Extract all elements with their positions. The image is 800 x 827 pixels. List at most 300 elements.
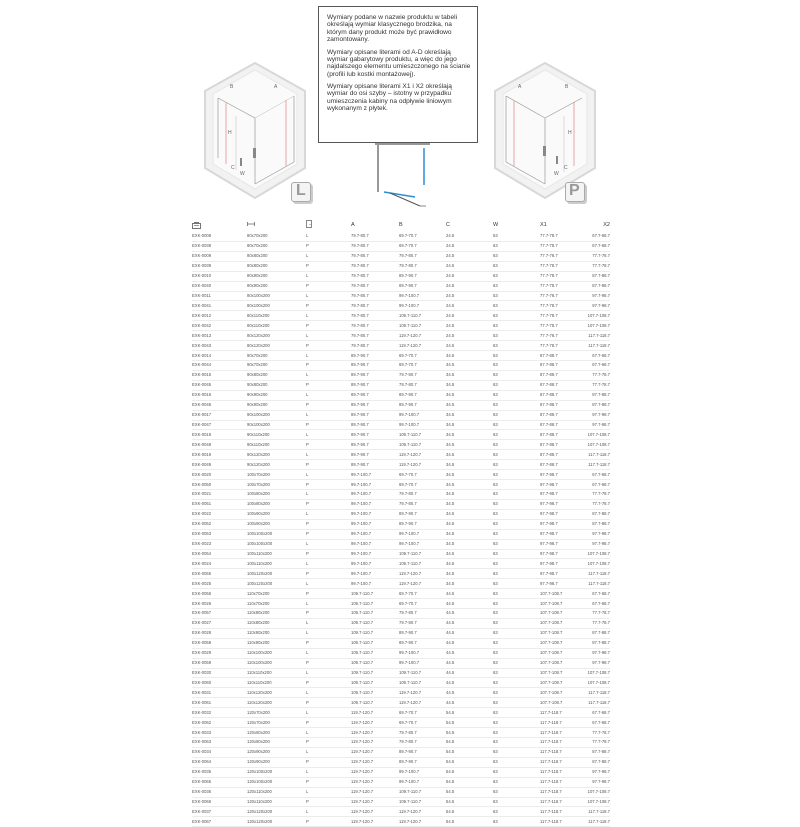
dim-x1-cell: 97.7-98.7 <box>540 480 586 490</box>
dim-w-cell: 63 <box>493 678 540 688</box>
table-row <box>192 807 610 817</box>
door-side-cell: L <box>306 618 351 628</box>
door-side-cell: P <box>306 797 351 807</box>
table-row <box>192 489 610 499</box>
table-row <box>192 232 610 241</box>
dim-x2-cell: 87.7-88.7 <box>586 509 610 519</box>
table-row <box>192 539 610 549</box>
dim-a-cell: 109.7-110.7 <box>351 609 399 619</box>
dim-x2-cell: 67.7-68.7 <box>586 589 610 599</box>
table-row <box>192 261 610 271</box>
door-side-cell: P <box>306 658 351 668</box>
product-code-cell: EXK-0049 <box>192 460 247 470</box>
dim-x2-cell: 67.7-68.7 <box>586 241 610 251</box>
dimensions-cell: 100x120x200 <box>247 579 306 589</box>
dim-x1-cell: 117.7-118.7 <box>540 757 586 767</box>
dim-c-cell: 34.5 <box>446 499 493 509</box>
door-side-cell: P <box>306 698 351 708</box>
dim-c-cell: 54.5 <box>446 807 493 817</box>
dim-x1-cell: 77.7-78.7 <box>540 232 586 241</box>
dim-a-cell: 119.7-120.7 <box>351 747 399 757</box>
dim-a-cell: 109.7-110.7 <box>351 618 399 628</box>
dim-a-cell: 89.7-90.7 <box>351 460 399 470</box>
dim-x2-cell: 117.7-118.7 <box>586 331 610 341</box>
dim-x2-cell: 77.7-78.7 <box>586 380 610 390</box>
dim-x2-cell: 87.7-88.7 <box>586 519 610 529</box>
product-code-cell: EXK-0045 <box>192 380 247 390</box>
dim-b-cell: 79.7-80.7 <box>399 370 446 380</box>
door-side-cell: P <box>306 529 351 539</box>
dim-x2-cell: 107.7-108.7 <box>586 440 610 450</box>
dimensions-cell: 110x90x200 <box>247 638 306 648</box>
dim-x2-cell: 97.7-98.7 <box>586 648 610 658</box>
dim-w-cell: 63 <box>493 400 540 410</box>
door-side-cell: L <box>306 311 351 321</box>
table-row <box>192 569 610 579</box>
dim-a-cell: 89.7-90.7 <box>351 410 399 420</box>
dim-c-cell: 34.5 <box>446 380 493 390</box>
door-side-cell: L <box>306 688 351 698</box>
dim-b-cell: 79.7-80.7 <box>399 499 446 509</box>
dim-x2-cell: 97.7-98.7 <box>586 777 610 787</box>
dimensions-cell: 120x110x200 <box>247 797 306 807</box>
dim-b-cell: 79.7-80.7 <box>399 380 446 390</box>
dim-w-cell: 63 <box>493 509 540 519</box>
dim-b-cell: 79.7-80.7 <box>399 618 446 628</box>
dim-x2-cell: 97.7-98.7 <box>586 420 610 430</box>
dim-w-cell: 63 <box>493 559 540 569</box>
product-code-cell: EXK-0063 <box>192 738 247 748</box>
dim-a-cell: 89.7-90.7 <box>351 360 399 370</box>
dim-w-cell: 63 <box>493 420 540 430</box>
dimensions-cell: 90x70x200 <box>247 351 306 361</box>
door-side-cell: L <box>306 787 351 797</box>
dim-b-cell: 119.7-120.7 <box>399 698 446 708</box>
dim-w-cell: 63 <box>493 599 540 609</box>
door-side-cell: P <box>306 549 351 559</box>
dim-x2-cell: 97.7-98.7 <box>586 658 610 668</box>
door-side-cell: P <box>306 380 351 390</box>
dim-x1-cell: 97.7-98.7 <box>540 569 586 579</box>
dim-c-cell: 54.5 <box>446 738 493 748</box>
header-illustrations <box>0 0 800 215</box>
dim-x2-cell: 117.7-118.7 <box>586 569 610 579</box>
dim-x2-cell: 77.7-78.7 <box>586 499 610 509</box>
table-row <box>192 668 610 678</box>
dim-x2-cell: 87.7-88.7 <box>586 390 610 400</box>
table-row <box>192 559 610 569</box>
dim-w-cell: 63 <box>493 370 540 380</box>
dim-a-cell: 79.7-80.7 <box>351 261 399 271</box>
dim-x2-cell: 117.7-118.7 <box>586 817 610 827</box>
product-code-cell: EXK-0019 <box>192 450 247 460</box>
notice-paragraph-3: Wymiary opisane literami X1 i X2 określają wymiar do osi szyby – istotny w przypadku umieszczenia kabiny na odpływie liniowym wykonanym z płytek. <box>327 83 452 113</box>
dim-w-cell: 63 <box>493 360 540 370</box>
product-code-cell: EXK-0027 <box>192 618 247 628</box>
dimensions-cell: 120x70x200 <box>247 708 306 718</box>
dimensions-cell: 110x80x200 <box>247 609 306 619</box>
dimensions-cell: 110x70x200 <box>247 599 306 609</box>
dim-c-cell: 34.5 <box>446 450 493 460</box>
product-code-cell: EXK-0059 <box>192 658 247 668</box>
dim-x1-cell: 87.7-88.7 <box>540 380 586 390</box>
dim-x2-cell: 77.7-78.7 <box>586 728 610 738</box>
product-code-cell: EXK-0065 <box>192 777 247 787</box>
door-side-cell: P <box>306 757 351 767</box>
table-row <box>192 390 610 400</box>
dim-x2-cell: 77.7-78.7 <box>586 489 610 499</box>
dim-c-cell: 54.5 <box>446 747 493 757</box>
product-code-cell: EXK-0013 <box>192 331 247 341</box>
dim-c-cell: 34.5 <box>446 440 493 450</box>
dimensions-notice <box>318 6 478 143</box>
table-row <box>192 589 610 599</box>
dim-x2-cell: 77.7-78.7 <box>586 370 610 380</box>
door-side-cell: L <box>306 271 351 281</box>
dimensions-cell: 120x70x200 <box>247 718 306 728</box>
dim-c-cell: 34.5 <box>446 489 493 499</box>
table-row <box>192 420 610 430</box>
header-b: B <box>399 222 403 228</box>
dim-x1-cell: 107.7-108.7 <box>540 688 586 698</box>
dim-b-cell: 119.7-120.7 <box>399 817 446 827</box>
product-code-cell: EXK-0040 <box>192 281 247 291</box>
dim-c-cell: 44.5 <box>446 648 493 658</box>
dim-x2-cell: 67.7-68.7 <box>586 232 610 241</box>
door-side-cell: L <box>306 807 351 817</box>
door-side-cell: L <box>306 509 351 519</box>
dim-b-cell: 99.7-100.7 <box>399 777 446 787</box>
product-code-cell: EXK-0064 <box>192 757 247 767</box>
table-row <box>192 638 610 648</box>
label-h: H <box>228 130 232 136</box>
dim-a-cell: 109.7-110.7 <box>351 678 399 688</box>
door-side-cell: P <box>306 241 351 251</box>
dim-w-cell: 63 <box>493 480 540 490</box>
product-code-cell: EXK-0030 <box>192 668 247 678</box>
dim-x2-cell: 107.7-108.7 <box>586 787 610 797</box>
dim-w-cell: 63 <box>493 410 540 420</box>
dim-x1-cell: 117.7-118.7 <box>540 728 586 738</box>
dim-x2-cell: 77.7-78.7 <box>586 618 610 628</box>
table-row <box>192 609 610 619</box>
dim-w-cell: 63 <box>493 589 540 599</box>
product-code-cell: EXK-0021 <box>192 489 247 499</box>
dim-x1-cell: 87.7-88.7 <box>540 420 586 430</box>
dim-x1-cell: 77.7-78.7 <box>540 341 586 351</box>
door-side-cell: P <box>306 569 351 579</box>
dim-w-cell: 63 <box>493 618 540 628</box>
product-code-cell: EXK-0026 <box>192 599 247 609</box>
dim-a-cell: 99.7-100.7 <box>351 499 399 509</box>
label-w: W <box>240 171 245 177</box>
dimensions-cell: 90x110x200 <box>247 430 306 440</box>
table-row <box>192 549 610 559</box>
product-code-cell: EXK-0043 <box>192 341 247 351</box>
dim-a-cell: 119.7-120.7 <box>351 807 399 817</box>
dimensions-cell: 110x120x200 <box>247 688 306 698</box>
dim-b-cell: 109.7-110.7 <box>399 430 446 440</box>
dim-c-cell: 44.5 <box>446 658 493 668</box>
dimensions-cell: 110x100x200 <box>247 658 306 668</box>
dim-w-cell: 63 <box>493 261 540 271</box>
dim-x2-cell: 107.7-108.7 <box>586 430 610 440</box>
dim-c-cell: 54.5 <box>446 787 493 797</box>
dim-b-cell: 79.7-80.7 <box>399 489 446 499</box>
dim-w-cell: 63 <box>493 390 540 400</box>
dim-a-cell: 99.7-100.7 <box>351 519 399 529</box>
dim-c-cell: 44.5 <box>446 638 493 648</box>
dim-c-cell: 54.5 <box>446 728 493 738</box>
table-row <box>192 370 610 380</box>
product-code-cell: EXK-0029 <box>192 648 247 658</box>
product-code-cell: EXK-0039 <box>192 261 247 271</box>
dim-x2-cell: 117.7-118.7 <box>586 341 610 351</box>
product-code-cell: EXK-0037 <box>192 807 247 817</box>
door-side-cell: P <box>306 777 351 787</box>
dim-c-cell: 34.5 <box>446 430 493 440</box>
dim-x2-cell: 67.7-68.7 <box>586 599 610 609</box>
dim-b-cell: 89.7-90.7 <box>399 519 446 529</box>
dim-b-cell: 119.7-120.7 <box>399 688 446 698</box>
product-code-cell: EXK-0028 <box>192 628 247 638</box>
dimensions-cell: 90x90x200 <box>247 390 306 400</box>
dim-x1-cell: 97.7-98.7 <box>540 509 586 519</box>
product-code-cell: EXK-0058 <box>192 638 247 648</box>
dim-b-cell: 99.7-100.7 <box>399 767 446 777</box>
dim-b-cell: 89.7-90.7 <box>399 271 446 281</box>
dim-a-cell: 89.7-90.7 <box>351 450 399 460</box>
door-side-cell: L <box>306 331 351 341</box>
dim-c-cell: 34.5 <box>446 370 493 380</box>
door-side-cell: L <box>306 747 351 757</box>
table-row <box>192 460 610 470</box>
table-row <box>192 678 610 688</box>
product-code-cell: EXK-0025 <box>192 579 247 589</box>
product-code-cell: EXK-0062 <box>192 718 247 728</box>
table-row <box>192 648 610 658</box>
dim-a-cell: 109.7-110.7 <box>351 658 399 668</box>
door-side-cell: P <box>306 420 351 430</box>
dim-w-cell: 63 <box>493 241 540 251</box>
dim-x1-cell: 117.7-118.7 <box>540 718 586 728</box>
header-c: C <box>446 222 450 228</box>
dim-x1-cell: 107.7-108.7 <box>540 698 586 708</box>
dim-b-cell: 89.7-90.7 <box>399 509 446 519</box>
dim-c-cell: 34.5 <box>446 549 493 559</box>
dim-c-cell: 24.5 <box>446 321 493 331</box>
product-code-cell: EXK-0008 <box>192 232 247 241</box>
dim-a-cell: 99.7-100.7 <box>351 509 399 519</box>
dim-w-cell: 63 <box>493 460 540 470</box>
dimensions-cell: 120x100x200 <box>247 767 306 777</box>
dimensions-cell: 100x100x200 <box>247 539 306 549</box>
door-side-cell: L <box>306 489 351 499</box>
table-row <box>192 301 610 311</box>
dimensions-cell: 120x80x200 <box>247 728 306 738</box>
table-row <box>192 777 610 787</box>
dim-b-cell: 119.7-120.7 <box>399 450 446 460</box>
product-code-cell: EXK-0009 <box>192 251 247 261</box>
table-row <box>192 797 610 807</box>
dim-a-cell: 109.7-110.7 <box>351 668 399 678</box>
dim-x1-cell: 97.7-98.7 <box>540 529 586 539</box>
dim-w-cell: 63 <box>493 529 540 539</box>
table-row <box>192 410 610 420</box>
table-row <box>192 817 610 827</box>
dim-x2-cell: 97.7-98.7 <box>586 291 610 301</box>
dimensions-cell: 80x110x200 <box>247 311 306 321</box>
dim-x1-cell: 97.7-98.7 <box>540 519 586 529</box>
dim-b-cell: 119.7-120.7 <box>399 807 446 817</box>
dim-b-cell: 69.7-70.7 <box>399 599 446 609</box>
dim-w-cell: 63 <box>493 767 540 777</box>
dim-x1-cell: 77.7-78.7 <box>540 311 586 321</box>
dim-w-cell: 63 <box>493 807 540 817</box>
dim-x2-cell: 117.7-118.7 <box>586 450 610 460</box>
dim-w-cell: 63 <box>493 341 540 351</box>
product-code-cell: EXK-0033 <box>192 728 247 738</box>
door-side-cell: P <box>306 817 351 827</box>
dim-b-cell: 99.7-100.7 <box>399 301 446 311</box>
dim-x1-cell: 97.7-98.7 <box>540 539 586 549</box>
dim-a-cell: 99.7-100.7 <box>351 480 399 490</box>
product-code-cell: EXK-0051 <box>192 499 247 509</box>
table-row <box>192 241 610 251</box>
dim-c-cell: 24.5 <box>446 251 493 261</box>
dim-c-cell: 44.5 <box>446 628 493 638</box>
table-row <box>192 380 610 390</box>
dim-x2-cell: 67.7-68.7 <box>586 470 610 480</box>
dim-c-cell: 34.5 <box>446 539 493 549</box>
dim-b-cell: 109.7-110.7 <box>399 311 446 321</box>
door-side-cell: P <box>306 499 351 509</box>
dimensions-cell: 80x120x200 <box>247 331 306 341</box>
dim-c-cell: 44.5 <box>446 599 493 609</box>
dimensions-cell: 120x90x200 <box>247 757 306 767</box>
product-code-cell: EXK-0015 <box>192 370 247 380</box>
dim-w-cell: 63 <box>493 817 540 827</box>
door-side-cell: L <box>306 430 351 440</box>
dimensions-cell: 110x80x200 <box>247 618 306 628</box>
dim-b-cell: 89.7-90.7 <box>399 638 446 648</box>
dim-x2-cell: 87.7-88.7 <box>586 271 610 281</box>
table-row <box>192 321 610 331</box>
dim-c-cell: 34.5 <box>446 529 493 539</box>
dim-x1-cell: 77.7-78.7 <box>540 321 586 331</box>
dim-x1-cell: 117.7-118.7 <box>540 817 586 827</box>
dim-c-cell: 24.5 <box>446 232 493 241</box>
dimensions-cell: 110x90x200 <box>247 628 306 638</box>
table-row <box>192 787 610 797</box>
dim-w-cell: 63 <box>493 321 540 331</box>
dim-w-cell: 63 <box>493 628 540 638</box>
dim-a-cell: 109.7-110.7 <box>351 648 399 658</box>
dim-b-cell: 89.7-90.7 <box>399 400 446 410</box>
product-code-cell: EXK-0010 <box>192 271 247 281</box>
dim-c-cell: 44.5 <box>446 698 493 708</box>
dim-c-cell: 44.5 <box>446 609 493 619</box>
door-side-cell: P <box>306 341 351 351</box>
table-row <box>192 708 610 718</box>
dim-x2-cell: 67.7-68.7 <box>586 480 610 490</box>
door-side-cell: P <box>306 480 351 490</box>
product-code-cell: EXK-0048 <box>192 440 247 450</box>
product-code-cell: EXK-0041 <box>192 301 247 311</box>
table-row <box>192 618 610 628</box>
table-row <box>192 360 610 370</box>
dim-x2-cell: 97.7-98.7 <box>586 301 610 311</box>
dimensions-cell: 80x100x200 <box>247 291 306 301</box>
dim-x1-cell: 77.7-78.7 <box>540 281 586 291</box>
dim-c-cell: 34.5 <box>446 400 493 410</box>
dim-a-cell: 79.7-80.7 <box>351 341 399 351</box>
dim-a-cell: 109.7-110.7 <box>351 688 399 698</box>
dim-w-cell: 63 <box>493 638 540 648</box>
product-code-cell: EXK-0018 <box>192 430 247 440</box>
dim-c-cell: 34.5 <box>446 470 493 480</box>
dimensions-cell: 100x110x200 <box>247 549 306 559</box>
dim-x2-cell: 107.7-108.7 <box>586 311 610 321</box>
dim-c-cell: 54.5 <box>446 817 493 827</box>
label-w: W <box>554 171 559 177</box>
dim-x1-cell: 107.7-108.7 <box>540 599 586 609</box>
dim-b-cell: 99.7-100.7 <box>399 410 446 420</box>
product-code-cell: EXK-0024 <box>192 559 247 569</box>
door-side-cell: L <box>306 232 351 241</box>
dim-w-cell: 63 <box>493 281 540 291</box>
door-side-cell: L <box>306 291 351 301</box>
dim-a-cell: 79.7-80.7 <box>351 311 399 321</box>
header-a: A <box>351 222 355 228</box>
dim-c-cell: 24.5 <box>446 241 493 251</box>
dimensions-cell: 120x90x200 <box>247 747 306 757</box>
dimensions-cell: 100x120x200 <box>247 569 306 579</box>
table-row <box>192 440 610 450</box>
dim-x2-cell: 87.7-88.7 <box>586 628 610 638</box>
product-code-icon <box>192 218 247 232</box>
dimensions-cell: 90x70x200 <box>247 360 306 370</box>
dim-x2-cell: 67.7-68.7 <box>586 360 610 370</box>
dim-a-cell: 119.7-120.7 <box>351 757 399 767</box>
dimensions-cell: 120x120x200 <box>247 817 306 827</box>
dim-a-cell: 89.7-90.7 <box>351 440 399 450</box>
dimensions-cell: 100x110x200 <box>247 559 306 569</box>
table-row <box>192 331 610 341</box>
door-side-cell: L <box>306 599 351 609</box>
product-code-cell: EXK-0060 <box>192 678 247 688</box>
dimensions-cell: 80x120x200 <box>247 341 306 351</box>
dim-w-cell: 63 <box>493 470 540 480</box>
dim-a-cell: 109.7-110.7 <box>351 628 399 638</box>
product-code-cell: EXK-0034 <box>192 747 247 757</box>
dim-w-cell: 53 <box>493 351 540 361</box>
dim-w-cell: 63 <box>493 658 540 668</box>
dim-x1-cell: 117.7-118.7 <box>540 708 586 718</box>
table-row <box>192 698 610 708</box>
product-code-cell: EXK-0038 <box>192 241 247 251</box>
table-row <box>192 509 610 519</box>
dimensions-cell: 110x110x200 <box>247 678 306 688</box>
dim-a-cell: 119.7-120.7 <box>351 718 399 728</box>
dim-a-cell: 109.7-110.7 <box>351 589 399 599</box>
dim-x2-cell: 117.7-118.7 <box>586 698 610 708</box>
dim-a-cell: 99.7-100.7 <box>351 569 399 579</box>
label-c: C <box>231 165 235 171</box>
dim-a-cell: 119.7-120.7 <box>351 738 399 748</box>
table-row <box>192 728 610 738</box>
dimensions-cell: 80x80x200 <box>247 251 306 261</box>
